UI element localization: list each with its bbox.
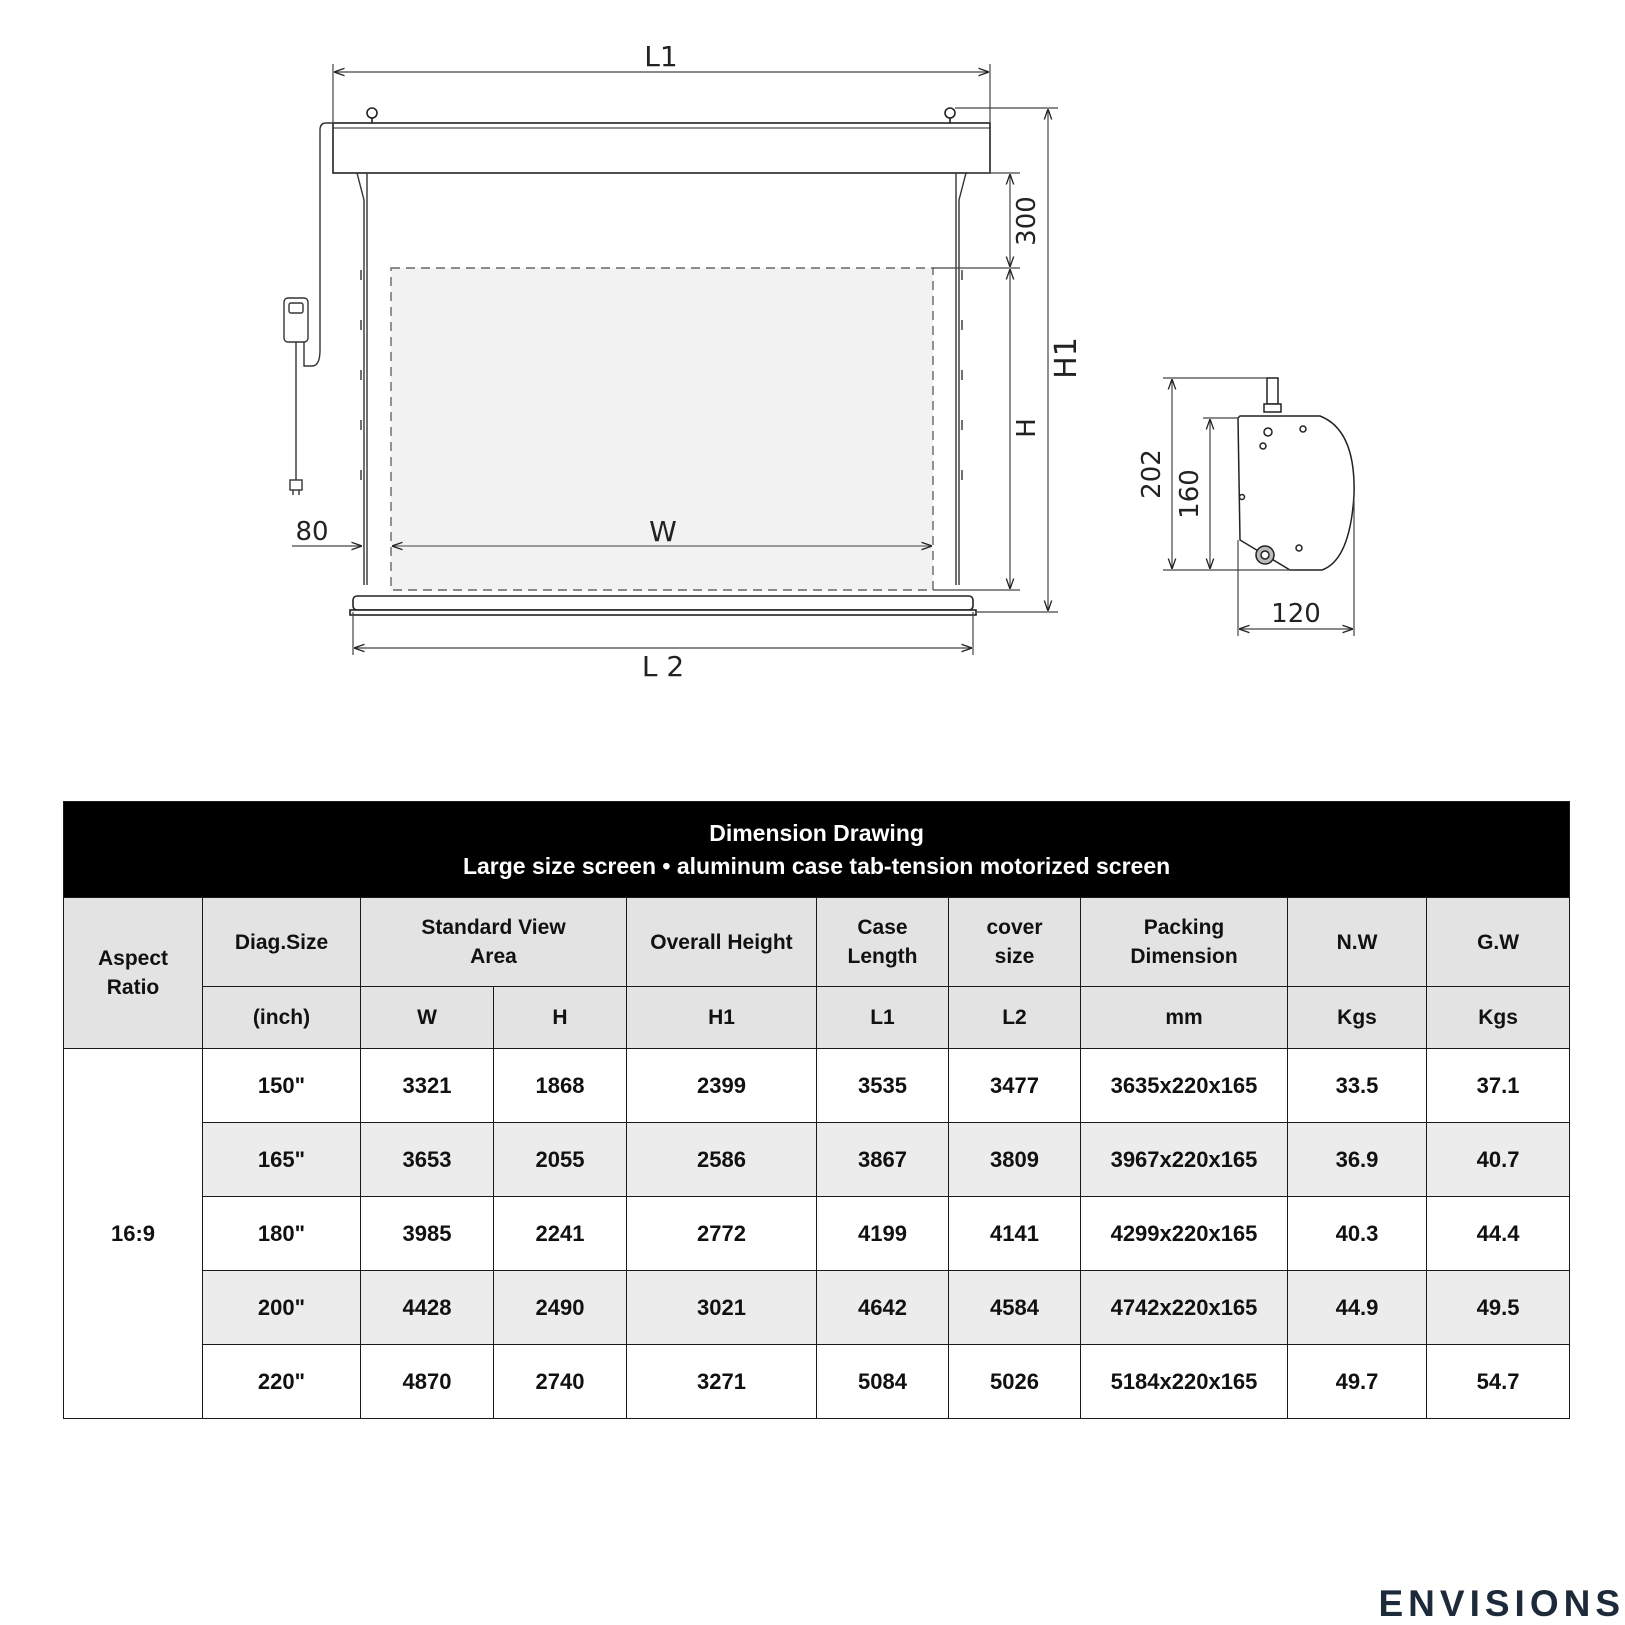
cell-h: 2490 (494, 1271, 627, 1345)
cell-nw: 44.9 (1288, 1271, 1427, 1345)
label-202: 202 (1137, 449, 1167, 499)
cell-packing: 3967x220x165 (1081, 1123, 1288, 1197)
header-view-area: Standard View Area (361, 898, 627, 987)
dimension-l2 (353, 612, 973, 655)
label-h1: H1 (1049, 337, 1084, 379)
cell-l1: 4199 (817, 1197, 949, 1271)
cell-w: 3985 (361, 1197, 494, 1271)
cell-l1: 3867 (817, 1123, 949, 1197)
cell-h1: 2399 (627, 1049, 817, 1123)
spec-table (63, 801, 1570, 1419)
header-cover-size: cover size (949, 898, 1081, 987)
table-title-cell (64, 802, 1570, 898)
cell-h: 1868 (494, 1049, 627, 1123)
aspect-ratio-cell: 16:9 (64, 1049, 203, 1419)
subheader-h: H (494, 987, 627, 1049)
header-case-length: Case Length (817, 898, 949, 987)
subheader-packing: mm (1081, 987, 1288, 1049)
cell-h: 2740 (494, 1345, 627, 1419)
cell-diag: 200" (203, 1271, 361, 1345)
subheader-h1: H1 (627, 987, 817, 1049)
label-80: 80 (295, 517, 329, 547)
label-160: 160 (1175, 469, 1205, 519)
dimension-h (933, 270, 1020, 590)
cell-gw: 40.7 (1427, 1123, 1570, 1197)
label-120: 120 (1271, 599, 1321, 629)
dimension-drawing (0, 0, 1625, 700)
table-title: Dimension Drawing (709, 819, 924, 846)
cell-diag: 165" (203, 1123, 361, 1197)
cell-gw: 44.4 (1427, 1197, 1570, 1271)
subheader-w: W (361, 987, 494, 1049)
cell-l1: 3535 (817, 1049, 949, 1123)
subheader-diag: (inch) (203, 987, 361, 1049)
subheader-l2: L2 (949, 987, 1081, 1049)
cell-l2: 3809 (949, 1123, 1081, 1197)
cell-w: 3321 (361, 1049, 494, 1123)
cell-gw: 54.7 (1427, 1345, 1570, 1419)
header-row (64, 898, 1570, 987)
header-packing-dimension: Packing Dimension (1081, 898, 1288, 987)
side-profile (1238, 378, 1354, 570)
cell-nw: 33.5 (1288, 1049, 1427, 1123)
label-l1: L1 (644, 40, 678, 73)
cell-h: 2241 (494, 1197, 627, 1271)
table-row (64, 1049, 1570, 1123)
subheader-nw: Kgs (1288, 987, 1427, 1049)
label-l2: L 2 (641, 650, 685, 683)
cell-l1: 4642 (817, 1271, 949, 1345)
cell-diag: 220" (203, 1345, 361, 1419)
header-aspect-ratio: Aspect Ratio (64, 898, 203, 1049)
subheader-l1: L1 (817, 987, 949, 1049)
cell-nw: 36.9 (1288, 1123, 1427, 1197)
table-row (64, 1271, 1570, 1345)
cell-l2: 4584 (949, 1271, 1081, 1345)
cell-nw: 49.7 (1288, 1345, 1427, 1419)
cell-packing: 4742x220x165 (1081, 1271, 1288, 1345)
subheader-gw: Kgs (1427, 987, 1570, 1049)
table-subtitle: Large size screen • aluminum case tab-tension motorized screen (462, 852, 1171, 879)
cell-nw: 40.3 (1288, 1197, 1427, 1271)
cell-h1: 3271 (627, 1345, 817, 1419)
spec-table-container (63, 801, 1569, 1419)
cell-h1: 2772 (627, 1197, 817, 1271)
brand-logo: ENVISIONS (1378, 1583, 1625, 1624)
cell-diag: 180" (203, 1197, 361, 1271)
dimension-300 (933, 173, 1020, 268)
cell-gw: 49.5 (1427, 1271, 1570, 1345)
label-300: 300 (1012, 196, 1042, 246)
header-diag-size: Diag.Size (203, 898, 361, 987)
table-row (64, 1123, 1570, 1197)
bottom-bar (350, 596, 976, 615)
table-row (64, 1345, 1570, 1419)
header-gross-weight: G.W (1427, 898, 1570, 987)
cell-diag: 150" (203, 1049, 361, 1123)
cell-w: 4870 (361, 1345, 494, 1419)
cell-l2: 4141 (949, 1197, 1081, 1271)
subheader-row (64, 987, 1570, 1049)
cell-packing: 5184x220x165 (1081, 1345, 1288, 1419)
label-w: W (649, 515, 677, 548)
table-title-row (64, 802, 1570, 898)
power-cord (284, 123, 333, 495)
cell-w: 4428 (361, 1271, 494, 1345)
cell-h1: 2586 (627, 1123, 817, 1197)
header-overall-height: Overall Height (627, 898, 817, 987)
cell-l2: 5026 (949, 1345, 1081, 1419)
screen-case (333, 108, 990, 173)
cell-packing: 3635x220x165 (1081, 1049, 1288, 1123)
header-net-weight: N.W (1288, 898, 1427, 987)
table-row (64, 1197, 1570, 1271)
dimension-h1 (955, 108, 1058, 612)
cell-l2: 3477 (949, 1049, 1081, 1123)
dimension-160 (1203, 418, 1238, 568)
cell-h1: 3021 (627, 1271, 817, 1345)
cell-h: 2055 (494, 1123, 627, 1197)
cell-gw: 37.1 (1427, 1049, 1570, 1123)
cell-w: 3653 (361, 1123, 494, 1197)
cell-l1: 5084 (817, 1345, 949, 1419)
label-h: H (1012, 418, 1042, 438)
cell-packing: 4299x220x165 (1081, 1197, 1288, 1271)
